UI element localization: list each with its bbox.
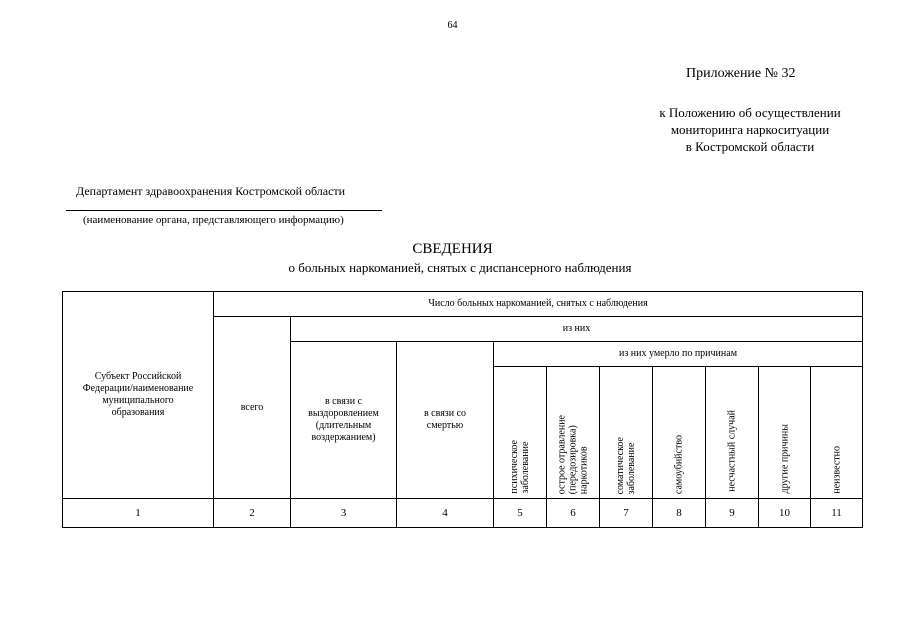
column-number: 11 [811,499,863,528]
recovery-header: в связи с выздоровлением (длительным воздержанием) [308,396,379,443]
column-number: 5 [494,499,547,528]
recovery-header-cell [291,342,397,499]
cause-label-line: наркотиков [578,446,590,494]
cause-header-other [759,367,811,499]
column-number: 10 [759,499,811,528]
appendix-reference [600,104,900,155]
main-header: Число больных наркоманией, снятых с наблюдения [214,292,863,317]
column-number: 8 [653,499,706,528]
death-header-cell [397,342,494,499]
cause-label-line: другие причины [779,424,790,494]
cause-label-line: психическое [509,440,520,494]
cause-label-line: самоубийство [673,434,685,494]
column-number: 4 [397,499,494,528]
of-them-header: из них [291,317,863,342]
cause-label-line: острое отравление [556,414,568,494]
column-number: 9 [706,499,759,528]
column-number: 2 [214,499,291,528]
cause-header-mental [494,367,547,499]
cause-header-accident [706,367,759,499]
cause-label-line: заболевание [520,442,531,494]
subject-header: Субъект Российской Федерации/наименование муниципального образования [82,371,194,418]
death-header: в связи со смертью [423,408,467,431]
column-number: 1 [63,499,214,528]
organization-name: Департамент здравоохранения Костромской области [76,184,346,198]
appendix-ref-line: к Положению об осуществлении [659,105,841,120]
died-by-causes-header: из них умерло по причинам [494,342,863,367]
page-number: 64 [447,20,458,31]
cause-label-line: неизвестно [831,446,842,494]
organization-caption: (наименование органа, представляющего информацию) [83,214,344,226]
cause-label-line: заболевание [626,442,637,494]
cause-label-line: несчастный случай [726,410,738,492]
document-title: СВЕДЕНИЯ [412,241,493,257]
cause-header-suicide [653,367,706,499]
cause-header-unknown [811,367,863,499]
cause-header-overdose [547,367,600,499]
cause-label-line: (передозировка) [567,424,579,494]
column-number: 6 [547,499,600,528]
cause-header-somatic [600,367,653,499]
subject-header-cell [63,292,214,499]
organization-underline [66,210,382,211]
document-subtitle: о больных наркоманией, снятых с диспансерного наблюдения [288,260,632,275]
appendix-ref-line: мониторинга наркоситуации [670,122,830,137]
cause-label-line: соматическое [615,436,626,494]
appendix-ref-line: в Костромской области [685,139,815,154]
total-header: всего [214,317,291,499]
report-table [62,291,863,528]
appendix-title: Приложение № 32 [686,66,796,81]
column-number: 3 [291,499,397,528]
column-number: 7 [600,499,653,528]
